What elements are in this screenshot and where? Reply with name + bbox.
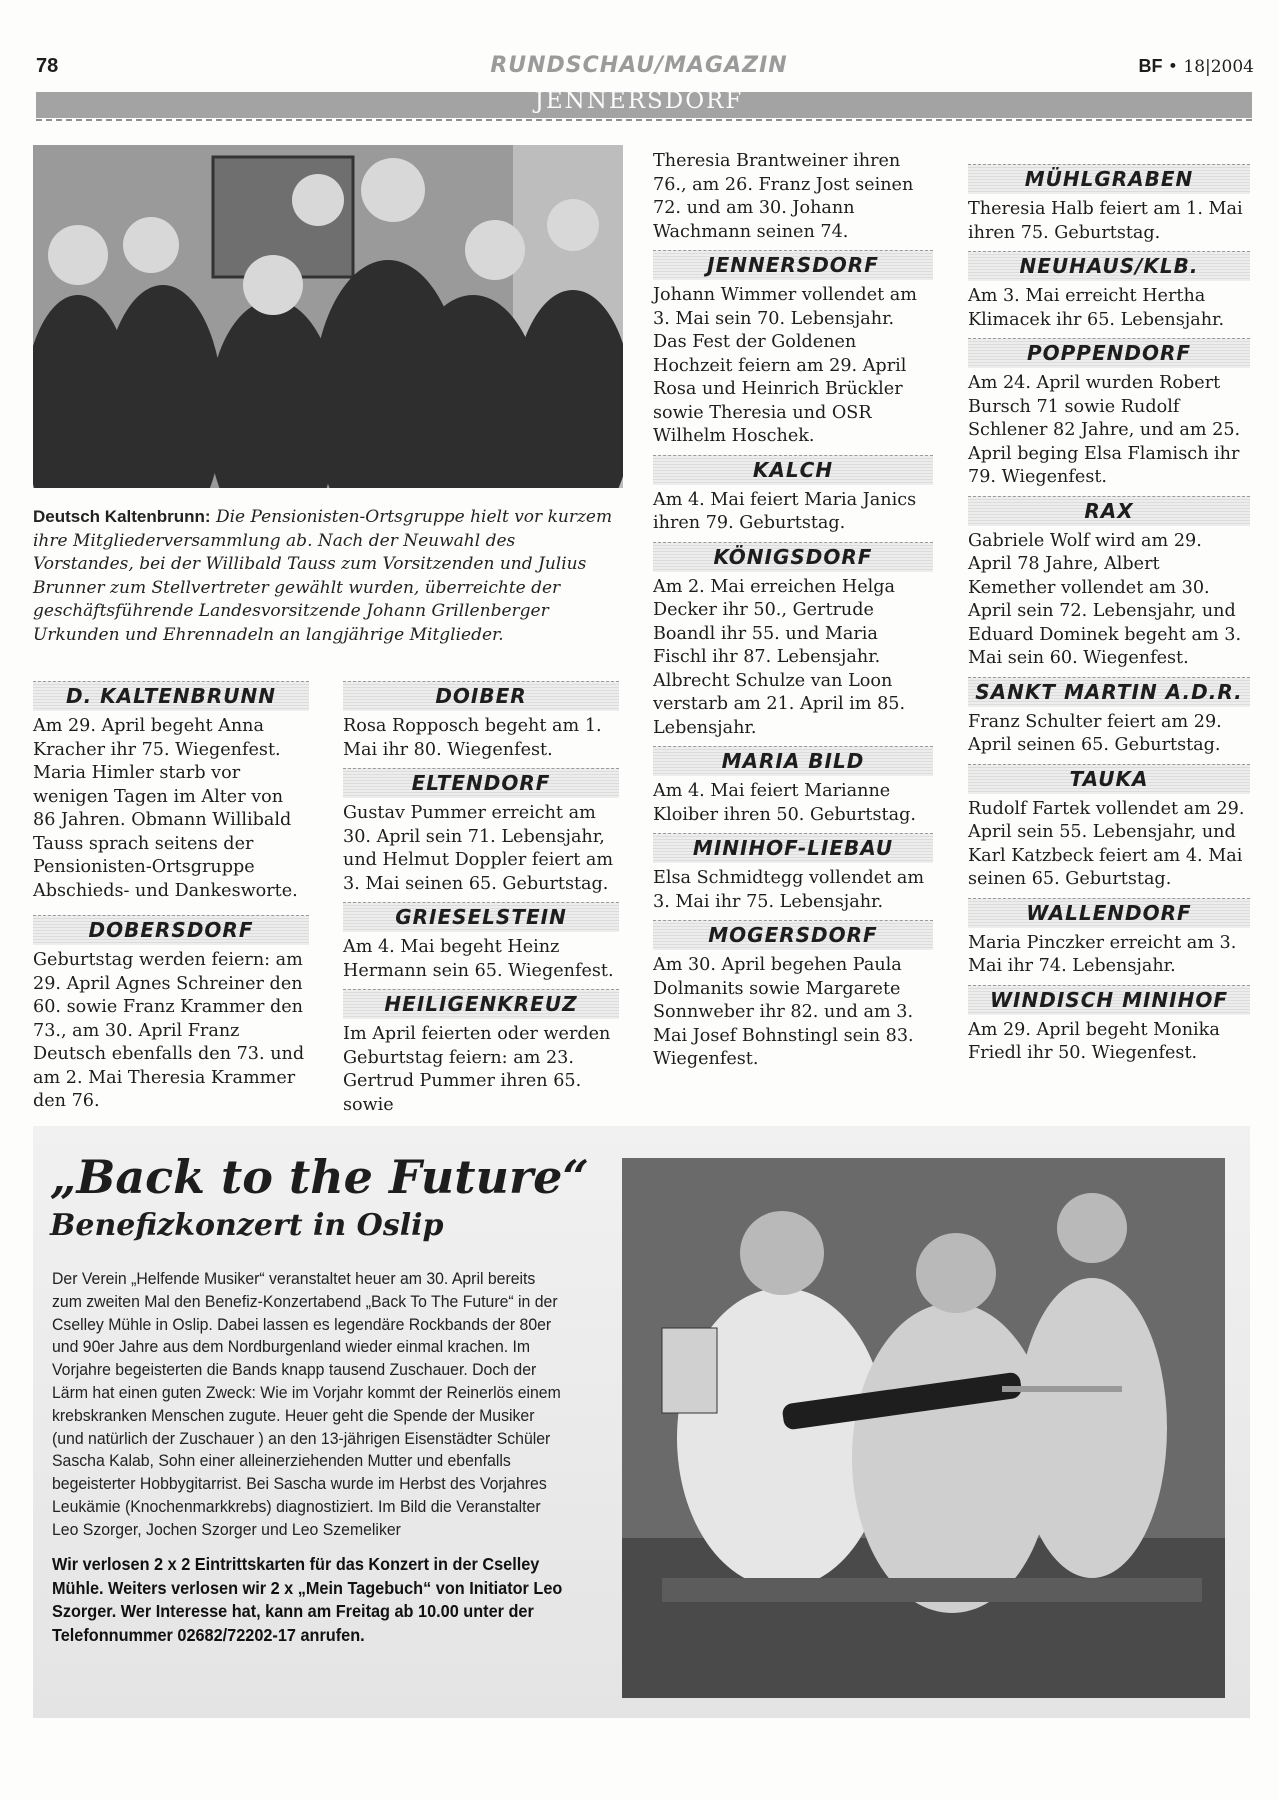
text-heiligenkreuz-continued: Theresia Brantweiner ihren 76., am 26. Franz Jost seinen 72. und am 30. Johann Wachmann seinen 74. bbox=[653, 151, 914, 242]
band-photo-figures bbox=[622, 1158, 1225, 1698]
text-koenigsdorf: Am 2. Mai erreichen Helga Decker ihr 50., Gertrude Boandl ihr 55. und Maria Fischl ihr 87. Lebensjahr. Albrecht Schulze van Loon verstarb am 21. April im 85. Lebensjahr. bbox=[653, 576, 906, 738]
issue-info: BF • 18|2004 bbox=[1138, 56, 1254, 77]
heading-wallendorf: WALLENDORF bbox=[968, 898, 1250, 928]
heading-muehlgraben: MÜHLGRABEN bbox=[968, 164, 1250, 194]
text-sankt-martin: Franz Schulter feiert am 29. April seinen 65. Geburtstag. bbox=[968, 711, 1222, 755]
feature-contest: Wir verlosen 2 x 2 Eintrittskarten für das Konzert in der Cselley Mühle. Weiters verlosen wir 2 x „Mein Tagebuch“ von Initiator Leo Szorger. Wer Interesse hat, kann am Freitag ab 10.00 unter der Telefonnummer 02682/72202-17 anrufen. bbox=[52, 1554, 563, 1645]
caption-place: Deutsch Kaltenbrunn: bbox=[33, 507, 211, 526]
text-maria-bild: Am 4. Mai feiert Marianne Kloiber ihren 50. Geburtstag. bbox=[653, 781, 916, 825]
text-dobersdorf: Geburtstag werden feiern: am 29. April Agnes Schreiner den 60. sowie Franz Krammer den 73., am 30. April Franz Deutsch ebenfalls den 73. und am 2. Mai Theresia Krammer den 76. bbox=[33, 950, 305, 1111]
text-tauka: Rudolf Fartek vollendet am 29. April sein 55. Lebensjahr, und Karl Katzbeck feiert am 4. Mai seinen 65. Geburtstag. bbox=[968, 798, 1245, 889]
text-wallendorf: Maria Pinczker erreicht am 3. Mai ihr 74. Lebensjahr. bbox=[968, 932, 1237, 976]
feature-title: „Back to the Future“ bbox=[50, 1150, 589, 1204]
text-grieselstein: Am 4. Mai begeht Heinz Hermann sein 65. Wiegenfest. bbox=[343, 937, 614, 981]
heading-rax: RAX bbox=[968, 496, 1250, 526]
feature-body: Der Verein „Helfende Musiker“ veranstaltet heuer am 30. April bereits zum zweiten Mal den Benefiz-Konzertabend „Back To The Future“ in der Cselley Mühle in Oslip. Dabei lassen es legendäre Rockbands der 80er und 90er Jahre aus dem Nordburgenland wieder einmal krachen. Im Vorjahre begeisterten die Bands knapp tausend Zuschauer. Doch der Lärm hat einen guten Zweck: Wie im Vorjahr kommt der Reinerlös einem krebskranken Menschen zugute. Heuer geht die Spende der Musiker (und natürlich der Zuschauer ) an den 13-jährigen Eisenstädter Schüler Sascha Kalab, Sohn einer alleinerziehenden Mutter und ebenfalls begeisterter Hobbygitarrist. Bei Sascha wurde im Herbst des Vorjahres Leukämie (Knochenmarkkrebs) diagnostiziert. Im Bild die Veranstalter Leo Szorger, Jochen Szorger und Leo Szemeliker bbox=[52, 1269, 561, 1539]
heading-eltendorf: ELTENDORF bbox=[343, 768, 619, 798]
heading-doiber: DOIBER bbox=[343, 681, 619, 711]
heading-heiligenkreuz: HEILIGENKREUZ bbox=[343, 989, 619, 1019]
heading-d-kaltenbrunn: D. KALTENBRUNN bbox=[33, 681, 309, 711]
page-number: 78 bbox=[36, 55, 59, 77]
photo-caption bbox=[33, 505, 621, 647]
text-doiber: Rosa Ropposch begeht am 1. Mai ihr 80. Wiegenfest. bbox=[343, 716, 602, 760]
text-windisch-minihof: Am 29. April begeht Monika Friedl ihr 50. Wiegenfest. bbox=[968, 1019, 1220, 1063]
heading-kalch: KALCH bbox=[653, 455, 933, 485]
column-1 bbox=[33, 679, 309, 1120]
running-title: RUNDSCHAU/MAGAZIN bbox=[490, 53, 788, 78]
heading-minihof-liebau: MINIHOF-LIEBAU bbox=[653, 833, 933, 863]
publication-name: BF bbox=[1138, 56, 1163, 76]
heading-koenigsdorf: KÖNIGSDORF bbox=[653, 542, 933, 572]
text-eltendorf: Gustav Pummer erreicht am 30. April sein 71. Lebensjahr, und Helmut Doppler feiert am 3. Mai seinen 65. Geburtstag. bbox=[343, 803, 614, 894]
feature-subtitle: Benefizkonzert in Oslip bbox=[50, 1208, 444, 1243]
heading-dobersdorf: DOBERSDORF bbox=[33, 915, 309, 945]
heading-neuhaus-klb: NEUHAUS/KLB. bbox=[968, 251, 1250, 281]
header-divider bbox=[36, 119, 1252, 121]
group-photo bbox=[33, 145, 623, 488]
issue-number: 18|2004 bbox=[1183, 57, 1254, 77]
band-photo bbox=[622, 1158, 1225, 1698]
text-d-kaltenbrunn: Am 29. April begeht Anna Kracher ihr 75. Wiegenfest. Maria Himler starb vor wenigen Tagen im Alter von 86 Jahren. Obmann Willibald Tauss sprach seitens der Pensionisten-Ortsgruppe Abschieds- und Dankesworte. bbox=[33, 716, 298, 901]
text-muehlgraben: Theresia Halb feiert am 1. Mai ihren 75. Geburtstag. bbox=[968, 199, 1243, 243]
caption-text: Die Pensionisten-Ortsgruppe hielt vor kurzem ihre Mitgliederversammlung ab. Nach der Neuwahl des Vorstandes, bei der Willibald Tauss zum Vorsitzenden und Julius Brunner zum Stellvertreter gewählt wurden, überreichte der geschäftsführende Landesvorsitzende Johann Grillenberger Urkunden und Ehrennadeln an langjährige Mitglieder. bbox=[33, 507, 613, 645]
text-mogersdorf: Am 30. April begehen Paula Dolmanits sowie Margarete Sonnweber ihr 82. und am 3. Mai Josef Bohnstingl sein 83. Wiegenfest. bbox=[653, 955, 914, 1069]
heading-jennersdorf: JENNERSDORF bbox=[653, 250, 933, 280]
text-jennersdorf: Johann Wimmer vollendet am 3. Mai sein 70. Lebensjahr. Das Fest der Goldenen Hochzeit feiern am 29. April Rosa und Heinrich Brückler sowie Theresia und OSR Wilhelm Hoschek. bbox=[653, 285, 917, 446]
heading-tauka: TAUKA bbox=[968, 764, 1250, 794]
heading-windisch-minihof: WINDISCH MINIHOF bbox=[968, 985, 1250, 1015]
column-2 bbox=[343, 679, 619, 1123]
text-neuhaus-klb: Am 3. Mai erreicht Hertha Klimacek ihr 65. Lebensjahr. bbox=[968, 286, 1225, 330]
heading-maria-bild: MARIA BILD bbox=[653, 746, 933, 776]
heading-sankt-martin: SANKT MARTIN A.D.R. bbox=[968, 677, 1250, 707]
heading-grieselstein: GRIESELSTEIN bbox=[343, 902, 619, 932]
column-3 bbox=[653, 150, 933, 1078]
heading-poppendorf: POPPENDORF bbox=[968, 338, 1250, 368]
section-title: JENNERSDORF bbox=[534, 88, 744, 114]
text-minihof-liebau: Elsa Schmidtegg vollendet am 3. Mai ihr 75. Lebensjahr. bbox=[653, 868, 925, 912]
heading-mogersdorf: MOGERSDORF bbox=[653, 920, 933, 950]
column-4 bbox=[968, 162, 1250, 1072]
text-rax: Gabriele Wolf wird am 29. April 78 Jahre, Albert Kemether vollendet am 30. April sein 72. Lebensjahr, und Eduard Dominek begeht am 3. Mai sein 60. Wiegenfest. bbox=[968, 530, 1242, 668]
text-kalch: Am 4. Mai feiert Maria Janics ihren 79. Geburtstag. bbox=[653, 489, 917, 533]
group-photo-figures bbox=[33, 145, 623, 488]
text-poppendorf: Am 24. April wurden Robert Bursch 71 sowie Rudolf Schlener 82 Jahre, und am 25. April beging Elsa Flamisch ihr 79. Wiegenfest. bbox=[968, 373, 1241, 487]
text-heiligenkreuz: Im April feierten oder werden Geburtstag feiern: am 23. Gertrud Pummer ihren 65. sowie bbox=[343, 1024, 611, 1115]
